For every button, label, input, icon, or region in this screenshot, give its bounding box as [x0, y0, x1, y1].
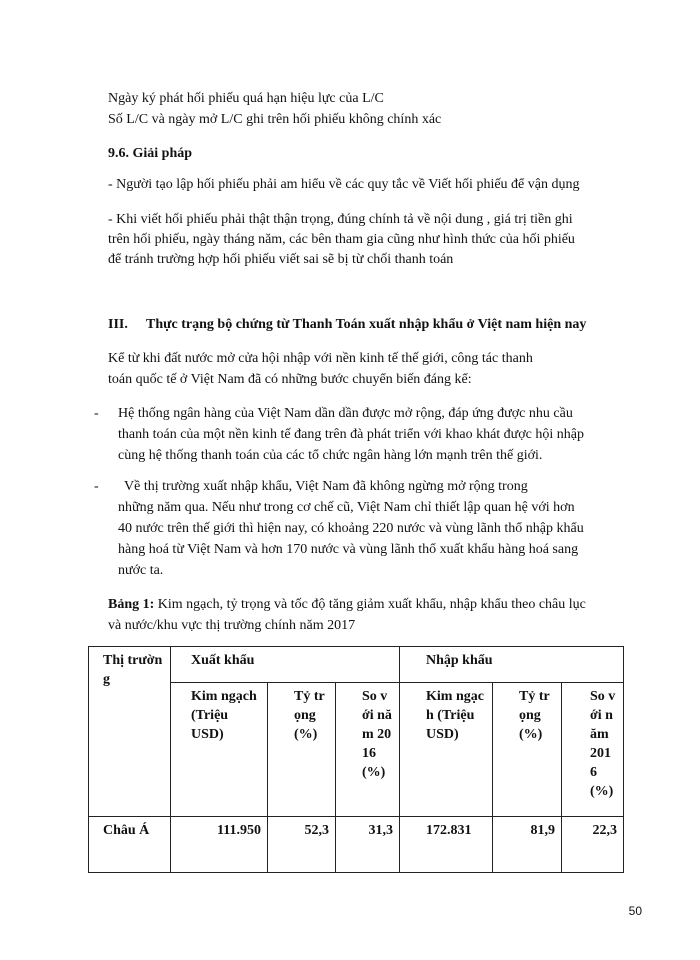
paragraph-line: Hệ thống ngân hàng của Việt Nam dần dần được mở rộng, đáp ứng được nhu cầu — [118, 406, 573, 421]
paragraph-line: thanh toán của một nền kinh tế đang trên đà phát triển với khao khát được hội nhập — [118, 427, 584, 442]
export-header: Xuất khẩu — [171, 647, 400, 683]
text-line: Ngày ký phát hối phiếu quá hạn hiệu lực của L/C — [108, 91, 384, 106]
paragraph-line: những năm qua. Nếu như trong cơ chế cũ, Việt Nam chỉ thiết lập quan hệ với hơn — [118, 500, 575, 515]
paragraph-line: để tránh trường hợp hối phiếu viết sai sẽ bị từ chối thanh toán — [108, 252, 454, 267]
text-line: Số L/C và ngày mở L/C ghi trên hối phiếu không chính xác — [108, 112, 442, 127]
import-change-header: So với năm 2016 (%) — [562, 683, 624, 817]
paragraph-line: trên hối phiếu, ngày tháng năm, các bên tham gia cũng như hình thức của hối phiếu — [108, 232, 575, 247]
table-caption — [108, 596, 586, 614]
paragraph-line: - Khi viết hối phiếu phải thật thận trọng, đúng chính tả về nội dung , giá trị tiền ghi — [108, 212, 573, 227]
import-header: Nhập khẩu — [400, 647, 624, 683]
section-number: III. — [108, 317, 128, 332]
table-row — [89, 817, 624, 873]
import-change-cell: 22,3 — [562, 817, 624, 873]
paragraph-line: toán quốc tế ở Việt Nam đã có những bước chuyển biến đáng kể: — [108, 372, 472, 387]
export-share-header: Tỷ trọng (%) — [268, 683, 336, 817]
paragraph-line: Về thị trường xuất nhập khẩu, Việt Nam đã không ngừng mở rộng trong — [124, 479, 528, 494]
export-value-cell: 111.950 — [171, 817, 268, 873]
paragraph-line: nước ta. — [118, 563, 164, 578]
market-cell: Châu Á — [89, 817, 171, 873]
market-header: Thị trường — [89, 647, 171, 817]
import-share-cell: 81,9 — [493, 817, 562, 873]
bullet-marker: - — [94, 406, 99, 421]
export-value-header: Kim ngạch (Triệu USD) — [171, 683, 268, 817]
paragraph-line: cùng hệ thống thanh toán của các tổ chức ngân hàng lớn mạnh trên thế giới. — [118, 448, 543, 463]
section-heading: 9.6. Giải pháp — [108, 146, 193, 161]
bullet-marker: - — [94, 479, 99, 494]
table-caption-label: Bảng 1: — [108, 597, 155, 612]
section-title: Thực trạng bộ chứng từ Thanh Toán xuất nhập khẩu ở Việt nam hiện nay — [146, 317, 587, 332]
table-caption-text: Kim ngạch, tỷ trọng và tốc độ tăng giảm xuất khẩu, nhập khẩu theo châu lục — [154, 597, 586, 612]
import-share-header: Tỷ trọng (%) — [493, 683, 562, 817]
import-value-cell: 172.831 — [400, 817, 493, 873]
market-table — [88, 646, 624, 873]
export-change-cell: 31,3 — [336, 817, 400, 873]
paragraph-line: 40 nước trên thế giới thì hiện nay, có khoảng 220 nước và vùng lãnh thổ nhập khẩu — [118, 521, 584, 536]
import-value-header: Kim ngạch (Triệu USD) — [400, 683, 493, 817]
paragraph-line: Kể từ khi đất nước mở cửa hội nhập với nền kinh tế thế giới, công tác thanh — [108, 351, 533, 366]
paragraph-line: hàng hoá từ Việt Nam và hơn 170 nước và vùng lãnh thổ xuất khẩu hàng hoá sang — [118, 542, 579, 557]
bullet-item: - Người tạo lập hối phiếu phải am hiểu về các quy tắc về Viết hối phiếu để vận dụng — [108, 177, 580, 192]
export-share-cell: 52,3 — [268, 817, 336, 873]
page-number: 50 — [628, 904, 642, 918]
table-caption-line: và nước/khu vực thị trường chính năm 2017 — [108, 618, 356, 633]
export-change-header: So với năm 2016 (%) — [336, 683, 400, 817]
